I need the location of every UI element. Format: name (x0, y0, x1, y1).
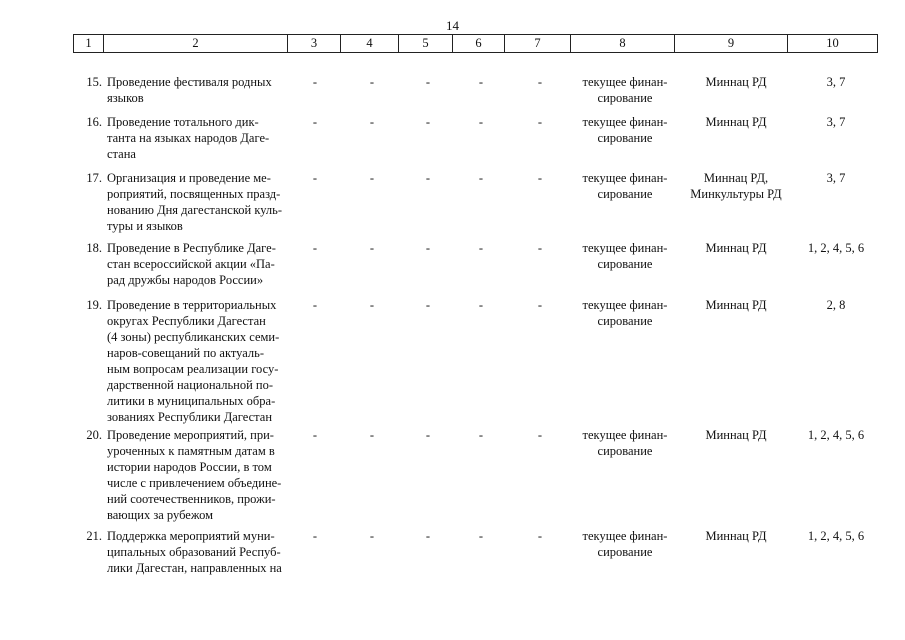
row-number: 16. (86, 115, 102, 129)
value-col-5: - (425, 75, 431, 89)
value-col-6: - (478, 241, 484, 255)
value-col-5: - (425, 428, 431, 442)
executor: Миннац РД (705, 75, 767, 89)
column-header: 8 (571, 35, 675, 53)
executor: Миннац РД (705, 428, 767, 442)
column-header: 10 (788, 35, 878, 53)
value-col-4: - (369, 115, 375, 129)
value-col-5: - (425, 298, 431, 312)
executor: Миннац РД, Минкультуры РД (690, 171, 782, 201)
value-col-7: - (537, 241, 543, 255)
value-col-6: - (478, 298, 484, 312)
indicator-codes: 3, 7 (826, 75, 846, 89)
value-col-6: - (478, 75, 484, 89)
value-col-6: - (478, 428, 484, 442)
value-col-5: - (425, 171, 431, 185)
row-number: 20. (86, 428, 102, 442)
column-header: 9 (675, 35, 788, 53)
value-col-7: - (537, 115, 543, 129)
value-col-4: - (369, 428, 375, 442)
event-name: Проведение в Республике Даге- стан всероссийской акции «Па- рад дружбы народов России» (107, 241, 276, 287)
financing-source: текущее финан- сирование (582, 75, 668, 105)
column-header: 7 (505, 35, 571, 53)
event-name: Проведение мероприятий, при- уроченных к памятным датам в истории народов России, в том числе с привлечением объедине- ний соотечественников, прожи- вающих за рубежом (107, 428, 282, 522)
indicator-codes: 1, 2, 4, 5, 6 (807, 241, 865, 255)
value-col-7: - (537, 75, 543, 89)
indicator-codes: 1, 2, 4, 5, 6 (807, 529, 865, 543)
indicator-codes: 3, 7 (826, 115, 846, 129)
value-col-4: - (369, 171, 375, 185)
row-number: 21. (86, 529, 102, 543)
value-col-7: - (537, 529, 543, 543)
financing-source: текущее финан- сирование (582, 428, 668, 458)
value-col-4: - (369, 298, 375, 312)
page-number: 14 (446, 18, 459, 33)
column-header: 1 (74, 35, 104, 53)
row-number: 19. (86, 298, 102, 312)
value-col-3: - (312, 241, 318, 255)
row-number: 18. (86, 241, 102, 255)
event-name: Проведение в территориальных округах Республики Дагестан (4 зоны) республиканских семи- наров-совещаний по актуаль- ным вопросам реализации госу- дарственной национальной по- литики в муниципальных обра- зованиях Республики Дагестан (107, 298, 280, 424)
value-col-3: - (312, 428, 318, 442)
financing-source: текущее финан- сирование (582, 241, 668, 271)
executor: Миннац РД (705, 298, 767, 312)
value-col-5: - (425, 115, 431, 129)
value-col-4: - (369, 75, 375, 89)
event-name: Проведение фестиваля родных языков (107, 75, 272, 105)
indicator-codes: 3, 7 (826, 171, 846, 185)
value-col-3: - (312, 529, 318, 543)
financing-source: текущее финан- сирование (582, 115, 668, 145)
row-number: 17. (86, 171, 102, 185)
indicator-codes: 1, 2, 4, 5, 6 (807, 428, 865, 442)
value-col-6: - (478, 115, 484, 129)
value-col-3: - (312, 75, 318, 89)
indicator-codes: 2, 8 (826, 298, 846, 312)
financing-source: текущее финан- сирование (582, 529, 668, 559)
column-header: 5 (399, 35, 453, 53)
value-col-5: - (425, 241, 431, 255)
financing-source: текущее финан- сирование (582, 171, 668, 201)
value-col-3: - (312, 171, 318, 185)
value-col-7: - (537, 298, 543, 312)
value-col-7: - (537, 428, 543, 442)
executor: Миннац РД (705, 529, 767, 543)
executor: Миннац РД (705, 115, 767, 129)
value-col-4: - (369, 529, 375, 543)
column-header: 2 (104, 35, 288, 53)
value-col-6: - (478, 529, 484, 543)
row-number: 15. (86, 75, 102, 89)
event-name: Проведение тотального дик- танта на языках народов Даге- стана (107, 115, 270, 161)
value-col-7: - (537, 171, 543, 185)
value-col-3: - (312, 298, 318, 312)
event-name: Поддержка мероприятий муни- ципальных образований Респуб- лики Дагестан, направленных на (107, 529, 282, 575)
value-col-4: - (369, 241, 375, 255)
value-col-6: - (478, 171, 484, 185)
financing-source: текущее финан- сирование (582, 298, 668, 328)
value-col-5: - (425, 529, 431, 543)
column-header: 6 (453, 35, 505, 53)
event-name: Организация и проведение ме- роприятий, посвященных празд- нованию Дня дагестанской куль- туры и языков (107, 171, 283, 233)
column-header: 4 (341, 35, 399, 53)
value-col-3: - (312, 115, 318, 129)
column-header: 3 (288, 35, 341, 53)
executor: Миннац РД (705, 241, 767, 255)
